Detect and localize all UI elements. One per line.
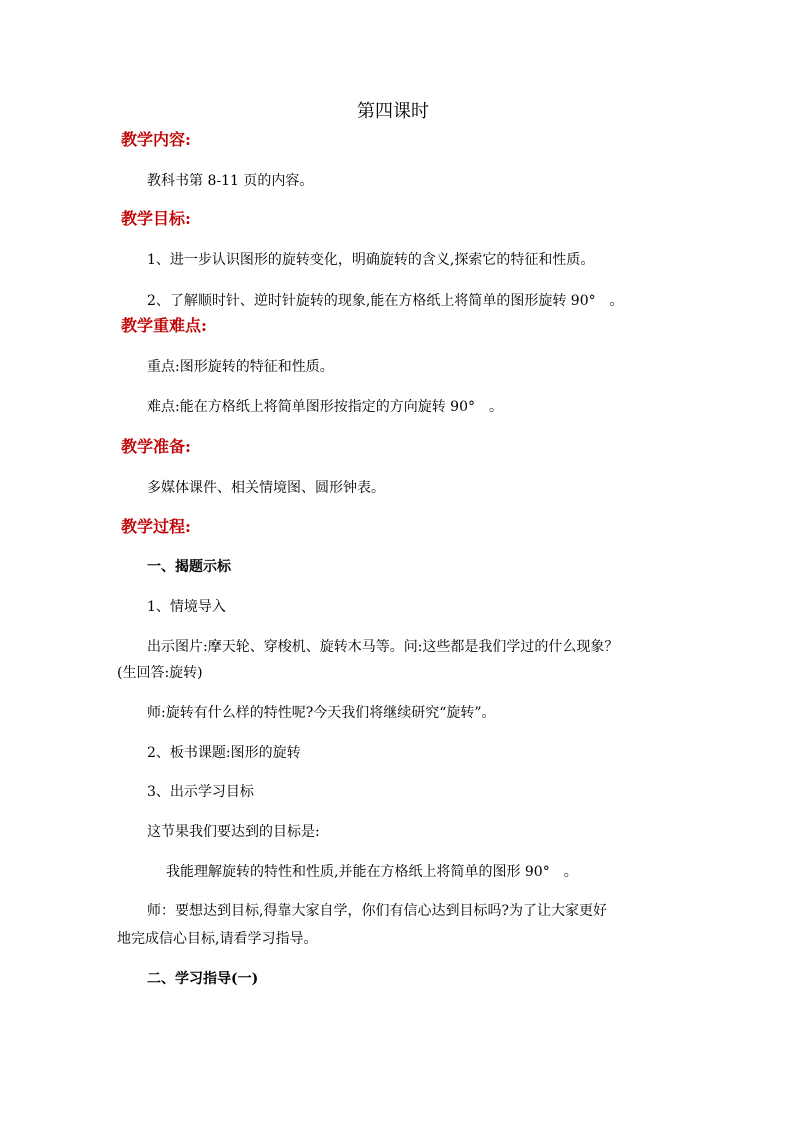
process-text: 地完成信心目标,请看学习指导。 (117, 931, 318, 947)
goal-item: 1、进一步认识图形的旋转变化，明确旋转的含义,探索它的特征和性质。 (147, 252, 595, 268)
process-text: 师：要想达到目标,得靠大家自学，你们有信心达到目标吗?为了让大家更好 (147, 903, 607, 919)
section-heading-content (121, 129, 191, 151)
preparation-text: 多媒体课件、相关情境图、圆形钟表。 (147, 480, 385, 496)
process-part-title: 二、学习指导(一) (147, 971, 259, 987)
section-heading-preparation (121, 436, 191, 458)
process-text: (生回答:旋转) (117, 665, 203, 681)
section-heading-label: 教学过程 (121, 517, 186, 536)
process-step: 1、情境导入 (147, 599, 226, 615)
process-text: 这节果我们要达到的目标是: (147, 824, 320, 840)
process-step: 3、出示学习目标 (147, 784, 254, 800)
process-step: 2、板书课题:图形的旋转 (147, 745, 301, 761)
process-goal-text: 我能理解旋转的特性和性质,并能在方格纸上将简单的图形 90° 。 (166, 864, 578, 880)
section-heading-label: 教学重难点 (121, 316, 202, 335)
page-title: 第四课时 (357, 101, 429, 122)
goal-item: 2、了解顺时针、逆时针旋转的现象,能在方格纸上将简单的图形旋转 90° 。 (147, 293, 624, 309)
process-text: 师:旋转有什么样的特性呢?今天我们将继续研究“旋转”。 (147, 705, 496, 721)
heading-colon: : (185, 130, 191, 149)
key-point: 重点:图形旋转的特征和性质。 (147, 359, 334, 375)
difficult-point: 难点:能在方格纸上将简单图形按指定的方向旋转 90° 。 (147, 399, 503, 415)
section-heading-key-points (121, 315, 207, 337)
heading-colon: : (201, 316, 207, 335)
section-heading-label: 教学准备 (121, 437, 186, 456)
content-text: 教科书第 8-11 页的内容。 (147, 173, 314, 189)
section-heading-label: 教学目标 (121, 209, 186, 228)
section-heading-goals (121, 208, 191, 230)
section-heading-label: 教学内容 (121, 130, 186, 149)
heading-colon: : (185, 209, 191, 228)
section-heading-process (121, 516, 191, 538)
process-part-title: 一、揭题示标 (147, 559, 231, 575)
heading-colon: : (185, 517, 191, 536)
process-text: 出示图片:摩天轮、穿梭机、旋转木马等。问:这些都是我们学过的什么现象？ (147, 639, 619, 655)
heading-colon: : (185, 437, 191, 456)
